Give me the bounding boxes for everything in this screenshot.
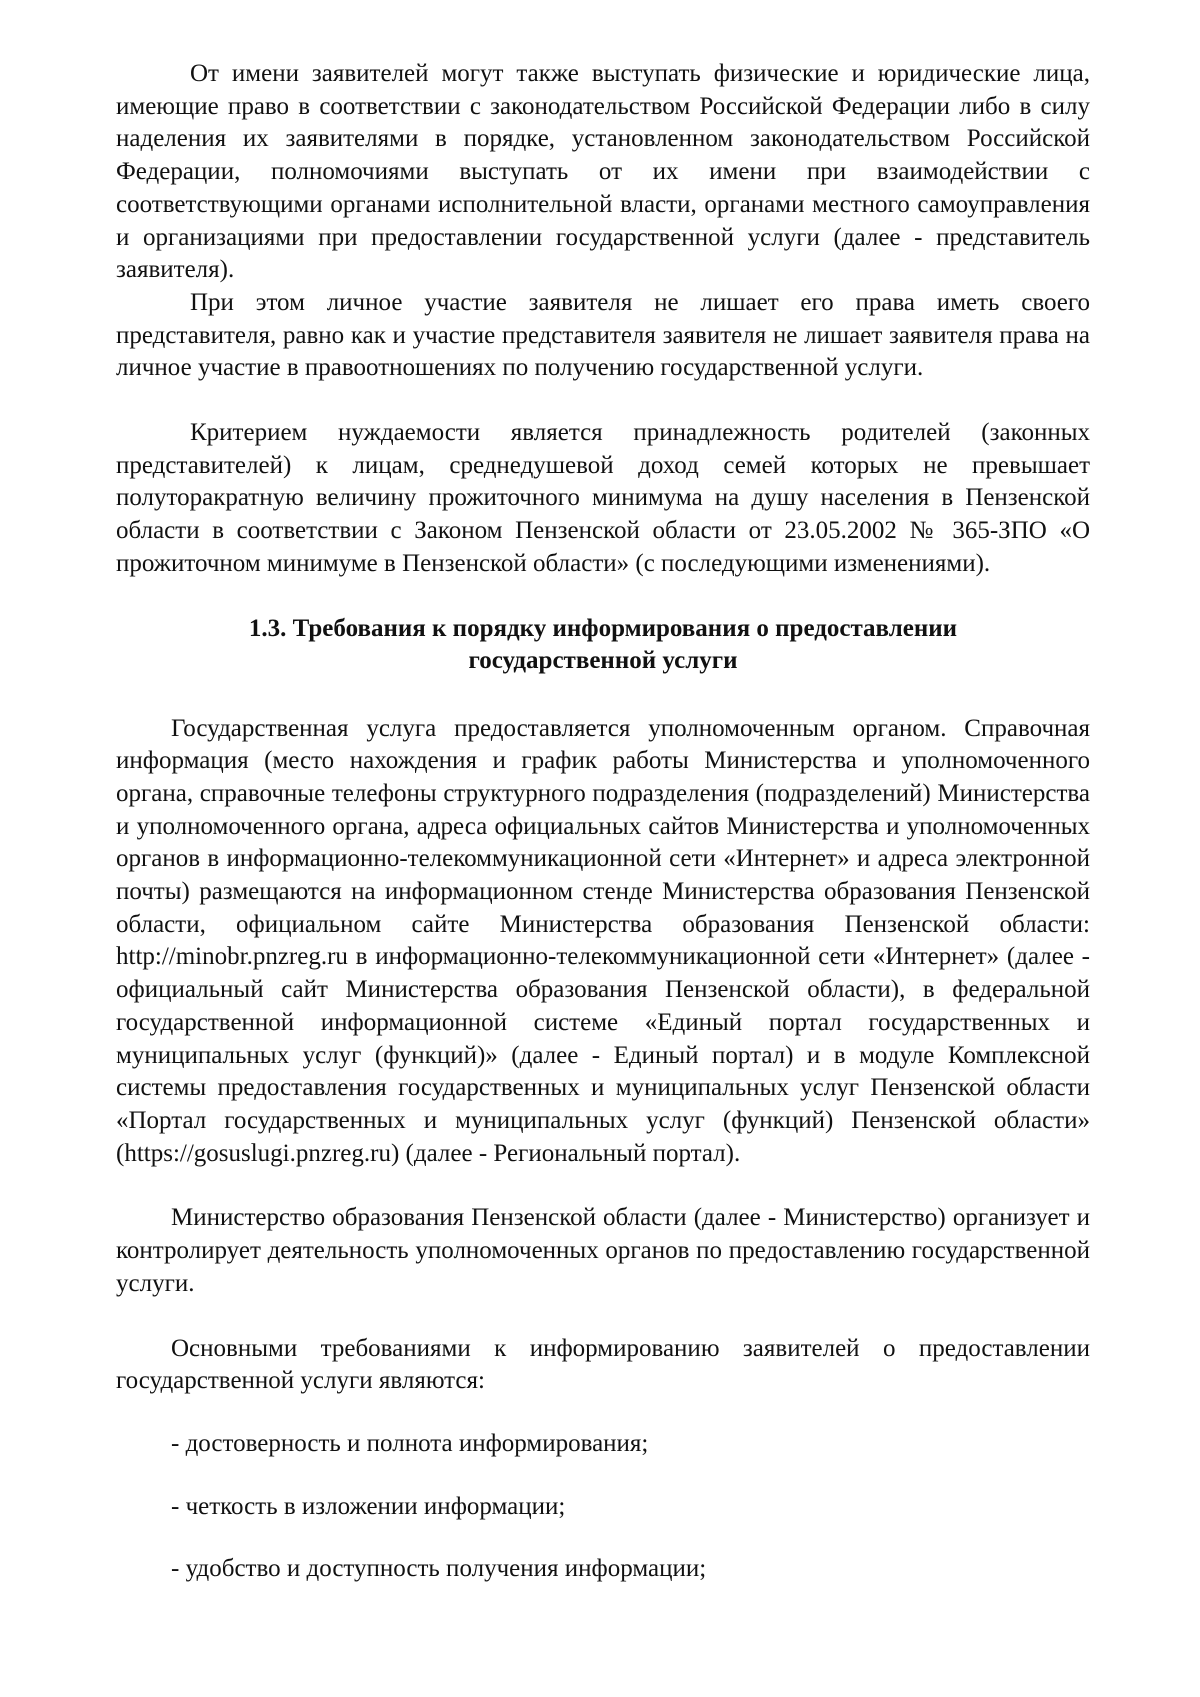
paragraph-need-criterion: Критерием нуждаемости является принадлежность родителей (законных представителей) к лицам, среднедушевой доход семей которых не превышает полуторакратную величину прожиточного минимума на душу населения в Пензенской области в соответствии с Законом Пензенской области от 23.05.2002 № 365-ЗПО «О прожиточном минимуме в Пензенской области» (с последующими изменениями). [116,419,1090,577]
document-page [116,58,1090,1586]
paragraph-requirements-intro: Основными требованиями к информированию заявителей о предоставлении государственной услуги являются: [116,1334,1090,1395]
list-item: - удобство и доступность получения информации; [171,1555,707,1583]
section-heading-line-2: государственной услуги [468,647,738,675]
list-item: - четкость в изложении информации; [171,1492,566,1520]
paragraph-ministry-control: Министерство образования Пензенской области (далее - Министерство) организует и контролирует деятельность уполномоченных органов по предоставлению государственной услуги. [116,1204,1090,1297]
paragraph-representatives: От имени заявителей могут также выступать физические и юридические лица, имеющие право в соответствии с законодательством Российской Федерации либо в силу наделения их заявителями в порядке, установленном законодательством Российской Федерации, полномочиями выступать от их имени при взаимодействии с соответствующими органами исполнительной власти, органами местного самоуправления и организациями при предоставлении государственной услуги (далее - представитель заявителя). [116,60,1090,284]
list-item: - достоверность и полнота информирования; [171,1429,649,1457]
section-heading-line-1: 1.3. Требования к порядку информирования о предоставлении [248,614,958,642]
paragraph-personal-participation: При этом личное участие заявителя не лишает его права иметь своего представителя, равно как и участие представителя заявителя не лишает заявителя права на личное участие в правоотношениях по получению государственной услуги. [116,288,1090,382]
paragraph-service-info: Государственная услуга предоставляется уполномоченным органом. Справочная информация (место нахождения и график работы Министерства и уполномоченного органа, справочные телефоны структурного подразделения (подразделений) Министерства и уполномоченного органа, адреса официальных сайтов Министерства и уполномоченных органов в информационно-телекоммуникационной сети «Интернет» и адреса электронной почты) размещаются на информационном стенде Министерства образования Пензенской области, официальном сайте Министерства образования Пензенской области: http://minobr.pnzreg.ru в информационно-телекоммуникационной сети «Интернет» (далее - официальный сайт Министерства образования Пензенской области), в федеральной государственной информационной системе «Единый портал государственных и муниципальных услуг (функций)» (далее - Единый портал) и в модуле Комплексной системы предоставления государственных и муниципальных услуг Пензенской области «Портал государственных и муниципальных услуг (функций) Пензенской области» (https://gosuslugi.pnzreg.ru) (далее - Региональный портал). [116,714,1090,1167]
section-heading [116,613,1090,678]
